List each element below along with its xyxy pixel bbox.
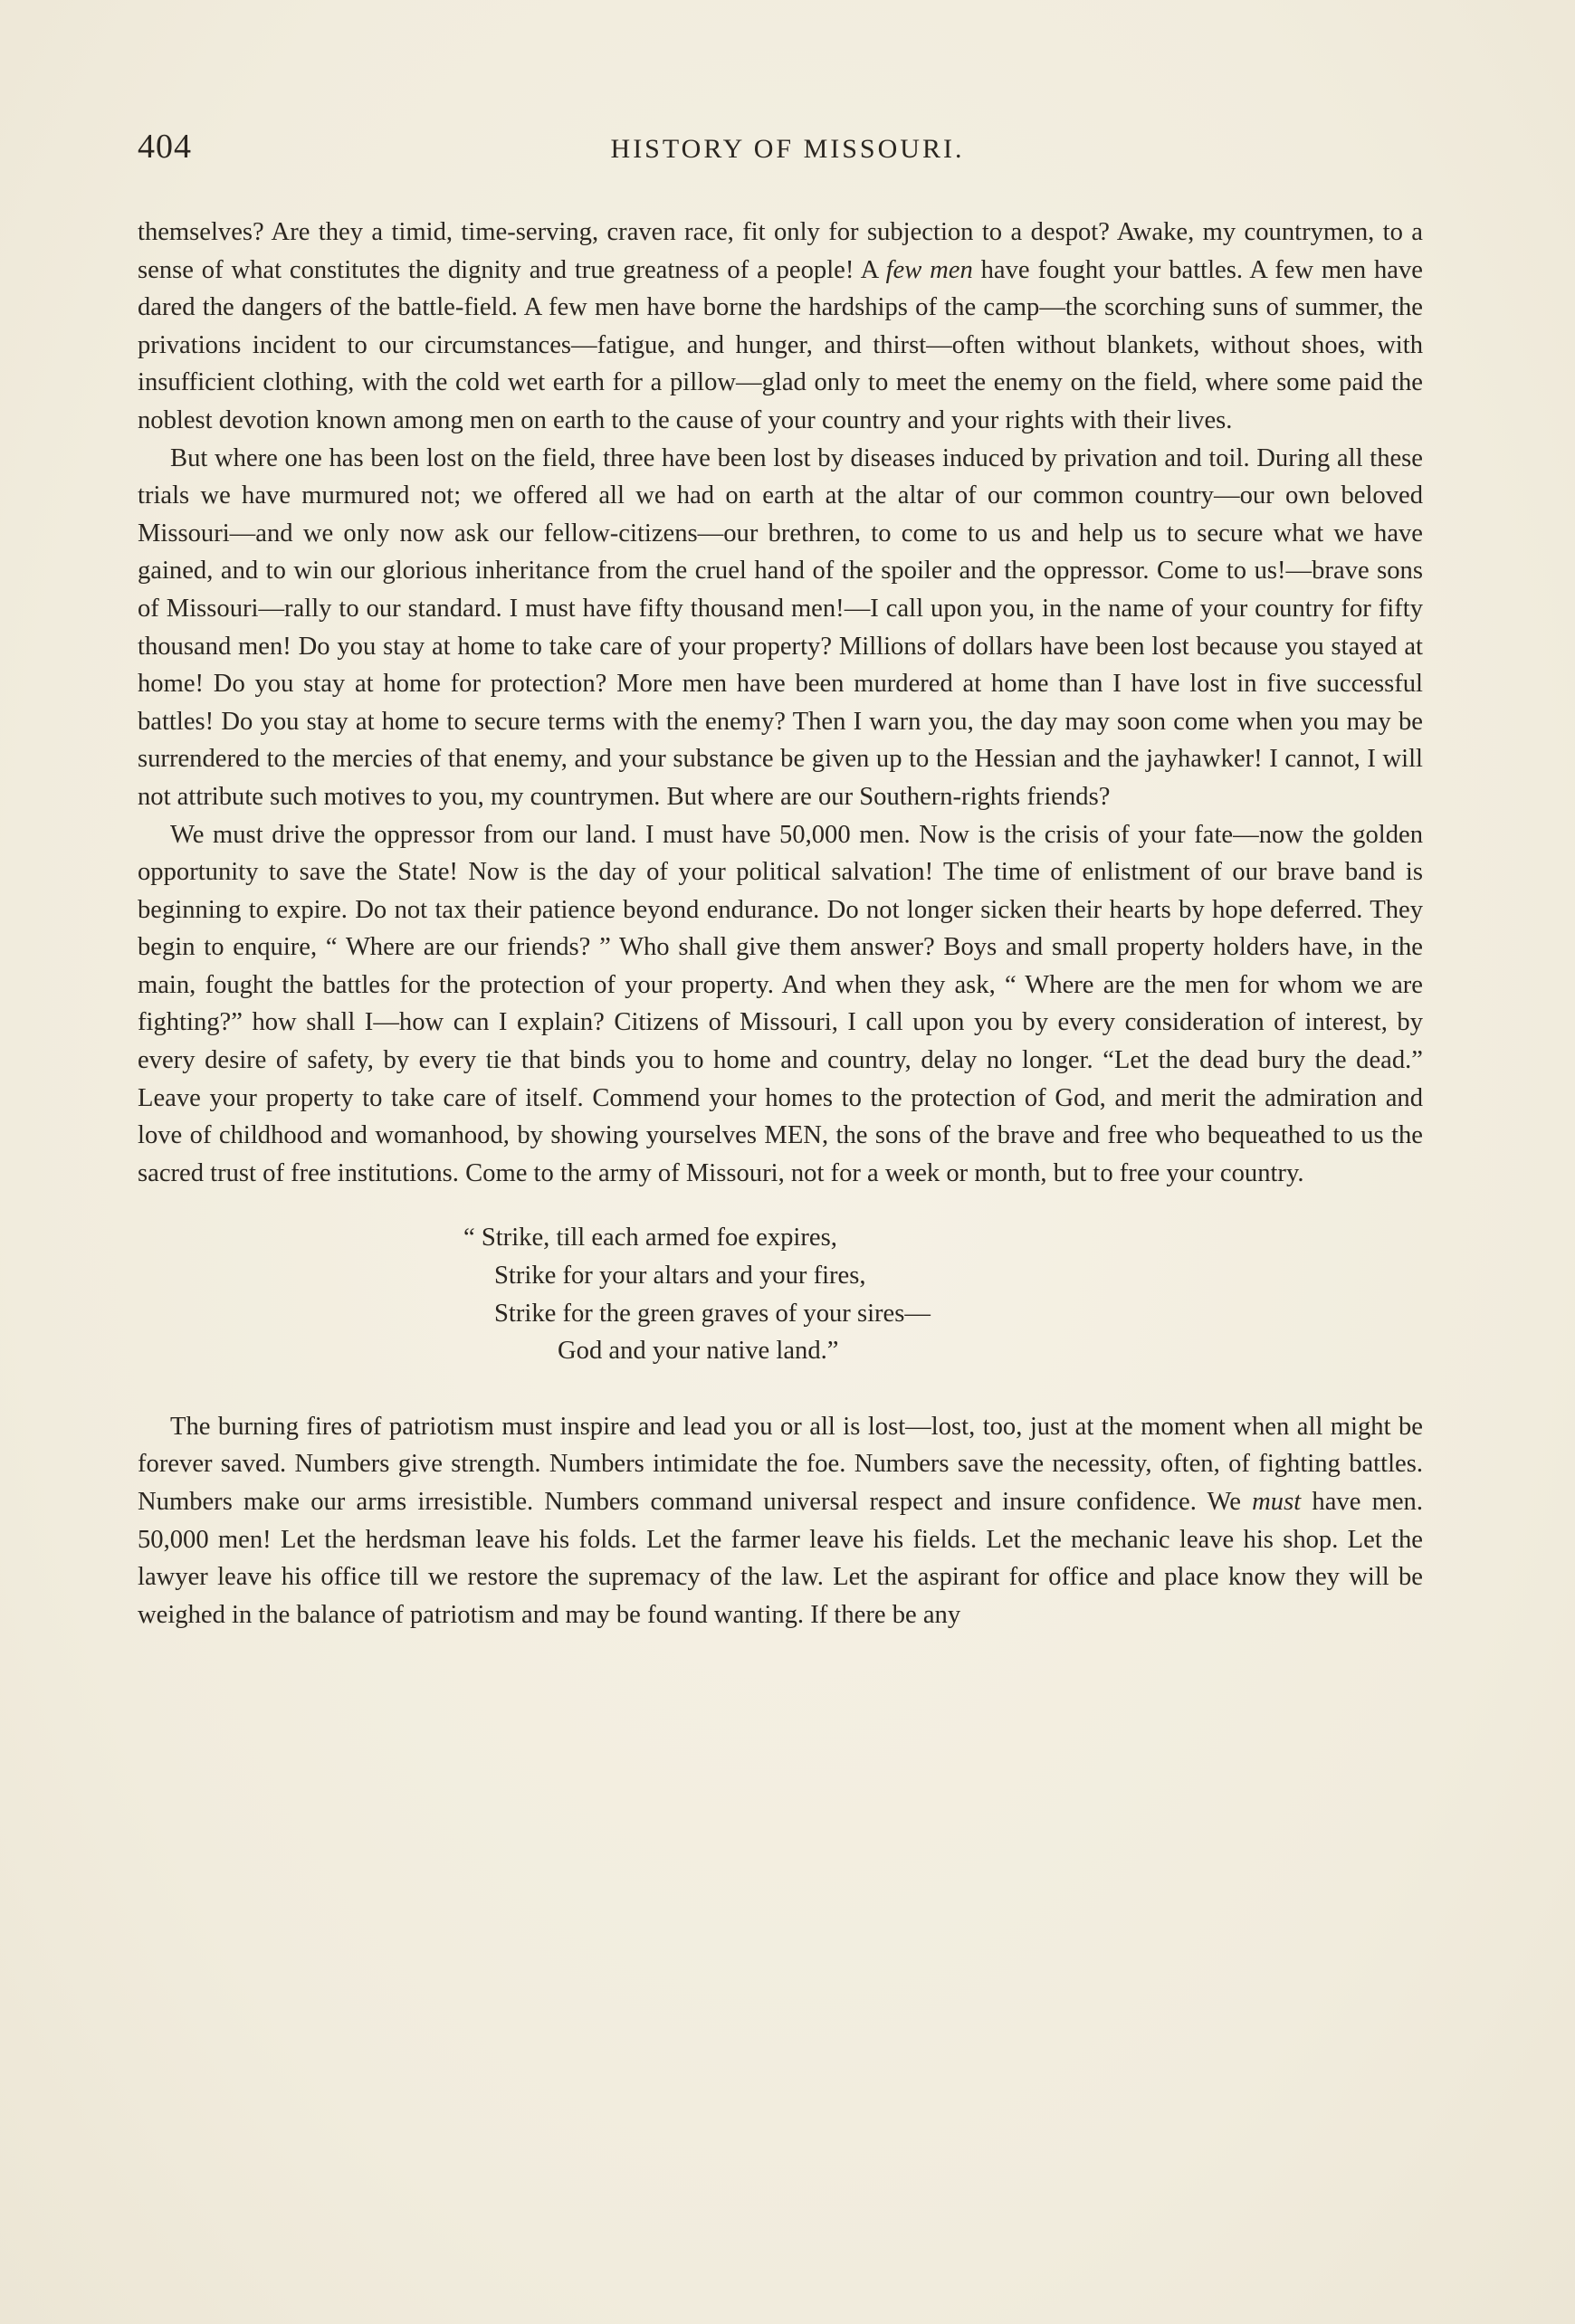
paragraph-4-text-b: have men. 50,000 men! Let the herdsman leave his folds. Let the farmer leave his fields. Let the mechanic leave his shop. Let the lawyer leave his office till we restore the supremacy of the law. Let the aspirant for office and place know they will be weighed in the balance of patriotism and may be found wanting. If there be any xyxy=(138,1488,1423,1629)
paragraph-1-text-a: themselves? Are they a timid, time-serving, craven race, fit only for subjection to a despot? Awake, my countrymen, to a sense of what constitutes the dignity and true greatness of a people! A xyxy=(138,218,1423,284)
paragraph-3: We must drive the oppressor from our land. I must have 50,000 men. Now is the crisis of your fate—now the golden opportunity to save the State! Now is the day of your political salvation! The time of enlistment of our brave band is beginning to expire. Do not tax their patience beyond endurance. Do not longer sicken their hearts by hope deferred. They begin to enquire, “ Where are our friends? ” Who shall give them answer? Boys and small property holders have, in the main, fought the battles for the protection of your property. And when they ask, “ Where are the men for whom we are fighting?” how shall I—how can I explain? Citizens of Missouri, I call upon you by every consideration of interest, by every desire of safety, by every tie that binds you to home and country, delay no longer. “Let the dead bury the dead.” Leave your property to take care of itself. Commend your homes to the protection of God, and merit the admiration and love of childhood and womanhood, by showing yourselves MEN, the sons of the brave and free who bequeathed to us the sacred trust of free institutions. Come to the army of Missouri, not for a week or month, but to free your country. xyxy=(138,820,1423,1187)
paragraph-4 xyxy=(138,1408,1423,1634)
poem-quotation xyxy=(463,1219,1423,1369)
body-text xyxy=(138,214,1423,1633)
poem-line-3: Strike for the green graves of your sires— xyxy=(494,1299,931,1328)
paragraph-1-text-b: have fought your battles. A few men have dared the dangers of the battle-field. A few men have borne the hardships of the camp—the scorching suns of summer, the privations incident to our circumstances—fatigue, and hunger, and thirst—often without blankets, without shoes, with insufficient clothing, with the cold wet earth for a pillow—glad only to meet the enemy on the field, where some paid the noblest devotion known among men on earth to the cause of your country and your rights with their lives. xyxy=(138,255,1423,434)
poem-line-2: Strike for your altars and your fires, xyxy=(494,1262,866,1291)
paragraph-4-italic-must: must xyxy=(1252,1488,1302,1516)
running-title: HISTORY OF MISSOURI. xyxy=(610,134,965,164)
poem-line-4: God and your native land.” xyxy=(558,1337,839,1366)
poem-line-1: “ Strike, till each armed foe expires, xyxy=(463,1224,837,1252)
paragraph-1 xyxy=(138,214,1423,440)
page-header xyxy=(138,127,1437,181)
page-number: 404 xyxy=(138,128,192,166)
paragraph-1-italic-few-men: few men xyxy=(885,255,973,284)
paragraph-4-text-a: The burning fires of patriotism must inspire and lead you or all is lost—lost, too, just at the moment when all might be forever saved. Numbers give strength. Numbers intimidate the foe. Numbers save the necessity, often, of fighting battles. Numbers make our arms irresistible. Numbers command universal respect and insure confidence. We xyxy=(138,1412,1423,1516)
paragraph-2: But where one has been lost on the field, three have been lost by diseases induced by privation and toil. During all these trials we have murmured not; we offered all we had on earth at the altar of our common country—our own beloved Missouri—and we only now ask our fellow-citizens—our brethren, to come to us and help us to secure what we have gained, and to win our glorious inheritance from the cruel hand of the spoiler and the oppressor. Come to us!—brave sons of Missouri—rally to our standard. I must have fifty thousand men!—I call upon you, in the name of your country for fifty thousand men! Do you stay at home to take care of your property? Millions of dollars have been lost because you stayed at home! Do you stay at home for protection? More men have been murdered at home than I have lost in five successful battles! Do you stay at home to secure terms with the enemy? Then I warn you, the day may soon come when you may be surrendered to the mercies of that enemy, and your substance be given up to the Hessian and the jayhawker! I cannot, I will not attribute such motives to you, my countrymen. But where are our Southern-rights friends? xyxy=(138,443,1423,811)
